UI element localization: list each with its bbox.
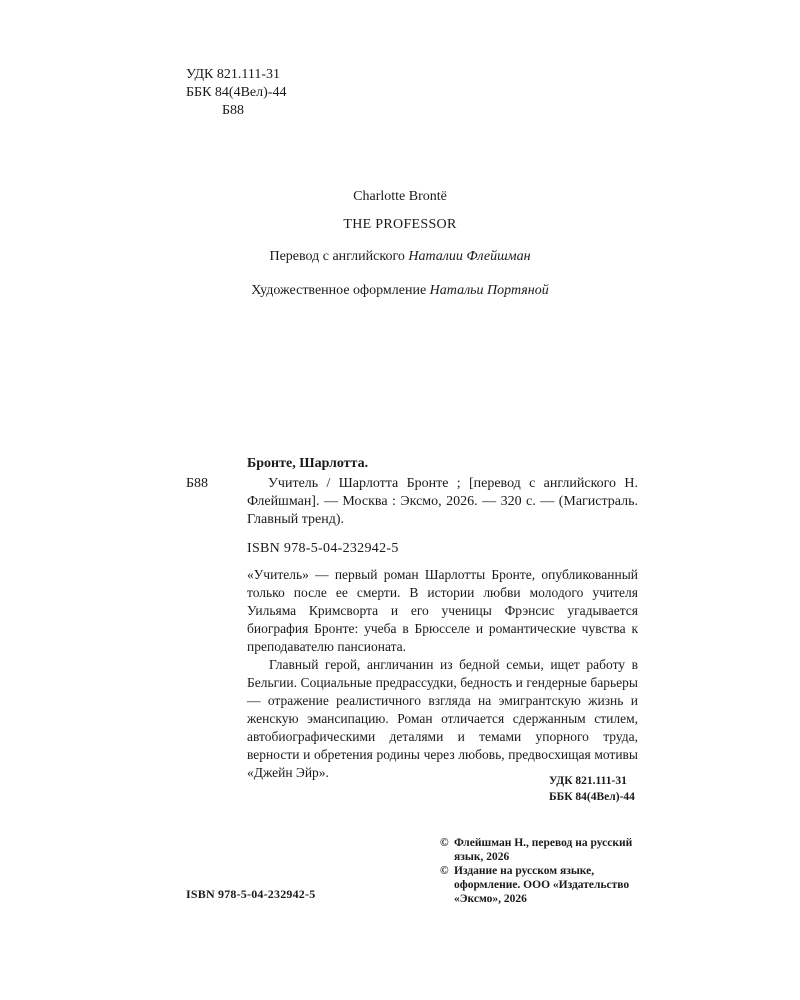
bibliographic-record [186, 455, 638, 558]
record-author-mark: Б88 [186, 476, 209, 491]
author-mark: Б88 [222, 103, 245, 118]
isbn-bottom: ISBN 978-5-04-232942-5 [186, 887, 316, 901]
copyright-line-2 [440, 864, 650, 906]
original-author: Charlotte Brontё [353, 189, 447, 204]
record-entry [186, 475, 638, 529]
translator-name: Наталии Флейшман [408, 249, 531, 264]
translation-prefix: Перевод с английского [269, 249, 405, 264]
record-isbn: ISBN 978-5-04-232942-5 [247, 541, 399, 556]
annotation-paragraph-1: «Учитель» — первый роман Шарлотты Бронте, опубликованный только после ее смерти. В истории любви молодого учителя Уильяма Кримсворта и его ученицы Фрэнсис угадывается биография Бронте: учеба в Брюсселе и романтические чувства к преподавателю пансионата. [247, 567, 638, 654]
record-description: Учитель / Шарлотта Бронте ; [перевод с английского Н. Флейшман]. — Москва : Эксмо, 2026. — 320 с. — (Магистраль. Главный тренд). [247, 476, 638, 527]
copyright-text-2: Издание на русском языке, оформление. ООО «Издательство «Эксмо», 2026 [454, 865, 630, 905]
annotation-paragraph-2: Главный герой, англичанин из бедной семьи, ищет работу в Бельгии. Социальные предрассудки, бедность и гендерные барьеры — отражение реалистичного взгляда на эмигрантскую жизнь и женскую эмансипацию. Роман отличается сдержанным стилем, автобиографическими деталями и темами упорного труда, верности и обретения родины через любовь, предвосхищая мотивы «Джейн Эйр». [247, 657, 638, 780]
designer-name: Натальи Портяной [429, 283, 549, 298]
record-author-heading: Бронте, Шарлотта. [247, 456, 369, 471]
design-prefix: Художественное оформление [251, 283, 427, 298]
translation-credit [0, 249, 800, 265]
copyright-block [440, 836, 650, 906]
udk-code: УДК 821.111-31 [186, 67, 281, 82]
bottom-classification [549, 773, 635, 805]
copyright-symbol: © [440, 865, 449, 877]
copyright-symbol: © [440, 837, 449, 849]
design-credit [0, 283, 800, 299]
bottom-udk: УДК 821.111-31 [549, 775, 627, 787]
bbk-code: ББК 84(4Вел)-44 [186, 85, 287, 100]
classification-codes [186, 66, 286, 120]
annotation [247, 566, 638, 782]
bottom-bbk: ББК 84(4Вел)-44 [549, 791, 635, 803]
original-title: THE PROFESSOR [343, 217, 457, 232]
copyright-line-1 [440, 836, 650, 864]
copyright-text-1: Флейшман Н., перевод на русский язык, 2026 [454, 837, 633, 863]
